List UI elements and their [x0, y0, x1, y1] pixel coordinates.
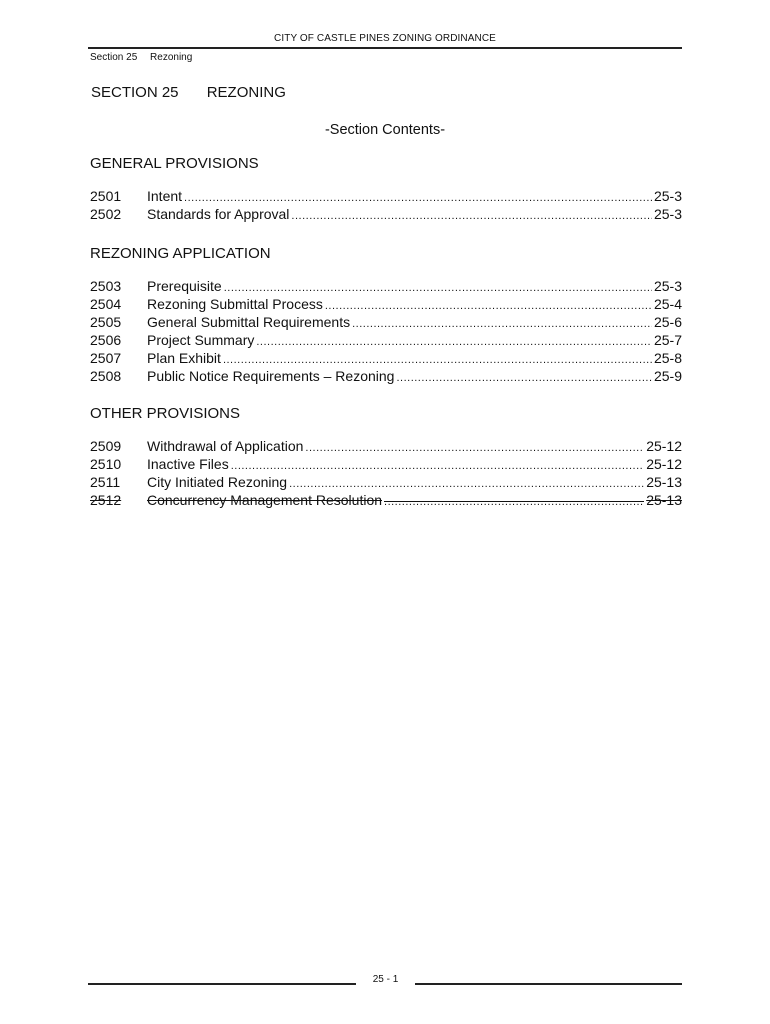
group-heading: REZONING APPLICATION [90, 245, 271, 262]
toc-entry-label: Standards for Approval [147, 206, 290, 222]
toc-entry-number: 2504 [90, 296, 122, 312]
toc-entry-number: 2501 [90, 188, 122, 204]
toc-list [90, 277, 682, 385]
page-header [88, 32, 682, 49]
toc-entry-page: 25-8 [653, 350, 682, 366]
dot-leader [305, 439, 644, 457]
toc-entry-page: 25-6 [653, 314, 682, 330]
contents-title-text: -Section Contents- [324, 122, 446, 138]
toc-entry-label: Project Summary [147, 332, 255, 348]
toc-entry-label: Withdrawal of Application [147, 438, 304, 454]
toc-entry[interactable] [90, 437, 682, 455]
toc-entry-page: 25-3 [653, 278, 682, 294]
toc-entry[interactable] [90, 205, 682, 223]
toc-entry-number: 2502 [90, 206, 122, 222]
group-heading: OTHER PROVISIONS [90, 405, 241, 422]
breadcrumb [90, 52, 192, 63]
toc-entry-label: Concurrency Management Resolution [147, 492, 383, 508]
toc-entry-page: 25-4 [653, 296, 682, 312]
toc-entry-label: Inactive Files [147, 456, 229, 472]
toc-entry-page: 25-3 [653, 206, 682, 222]
toc-entry-number: 2503 [90, 278, 122, 294]
breadcrumb-section-number: Section 25 [90, 52, 138, 63]
footer-rule-right [415, 983, 682, 985]
document-title: CITY OF CASTLE PINES ZONING ORDINANCE [274, 33, 496, 44]
toc-entry-label: Prerequisite [147, 278, 222, 294]
toc-entry-page: 25-9 [653, 368, 682, 384]
toc-entry[interactable] [90, 367, 682, 385]
toc-list [90, 187, 682, 223]
toc-entry-number: 2508 [90, 368, 122, 384]
toc-entry[interactable] [90, 331, 682, 349]
dot-leader [352, 315, 652, 333]
toc-entry[interactable] [90, 295, 682, 313]
toc-entry-number: 2512 [90, 492, 122, 508]
toc-entry-label: Intent [147, 188, 183, 204]
toc-entry-label: City Initiated Rezoning [147, 474, 288, 490]
toc-entry[interactable] [90, 313, 682, 331]
dot-leader [256, 333, 652, 351]
toc-entry-page: 25-13 [646, 492, 682, 508]
footer-rule-left [88, 983, 356, 985]
toc-group-other-provisions [90, 405, 682, 509]
toc-entry-page: 25-13 [646, 474, 682, 490]
toc-entry-page: 25-7 [653, 332, 682, 348]
toc-entry[interactable] [90, 277, 682, 295]
toc-entry-page: 25-3 [653, 188, 682, 204]
toc-list [90, 437, 682, 509]
toc-entry-label: General Submittal Requirements [147, 314, 351, 330]
group-heading: GENERAL PROVISIONS [90, 155, 259, 172]
toc-entry-number: 2507 [90, 350, 122, 366]
section-heading [91, 84, 286, 101]
dot-leader [325, 297, 652, 315]
dot-leader [231, 457, 644, 475]
toc-entry-number: 2509 [90, 438, 122, 454]
toc-entry-number: 2510 [90, 456, 122, 472]
dot-leader [384, 493, 644, 511]
toc-group-rezoning-application [90, 245, 682, 385]
toc-entry-number: 2511 [90, 474, 121, 490]
toc-entry-page: 25-12 [646, 438, 682, 454]
toc-entry-struck[interactable] [90, 491, 682, 509]
breadcrumb-section-name: Rezoning [150, 52, 193, 63]
toc-entry[interactable] [90, 349, 682, 367]
dot-leader [396, 369, 652, 387]
toc-entry-label: Rezoning Submittal Process [147, 296, 323, 312]
toc-entry-label: Public Notice Requirements – Rezoning [147, 368, 395, 384]
toc-entry[interactable] [90, 455, 682, 473]
dot-leader [291, 207, 652, 225]
toc-entry-number: 2505 [90, 314, 122, 330]
page-number: 25 - 1 [372, 974, 399, 985]
toc-entry-number: 2506 [90, 332, 122, 348]
contents-title [0, 122, 770, 138]
toc-entry[interactable] [90, 187, 682, 205]
toc-entry-label: Plan Exhibit [147, 350, 221, 366]
toc-group-general-provisions [90, 155, 682, 223]
header-rule [88, 47, 682, 49]
toc-entry-page: 25-12 [646, 456, 682, 472]
section-number: SECTION 25 [91, 84, 179, 101]
page-footer [88, 974, 682, 990]
section-title: REZONING [206, 84, 286, 101]
toc-entry[interactable] [90, 473, 682, 491]
